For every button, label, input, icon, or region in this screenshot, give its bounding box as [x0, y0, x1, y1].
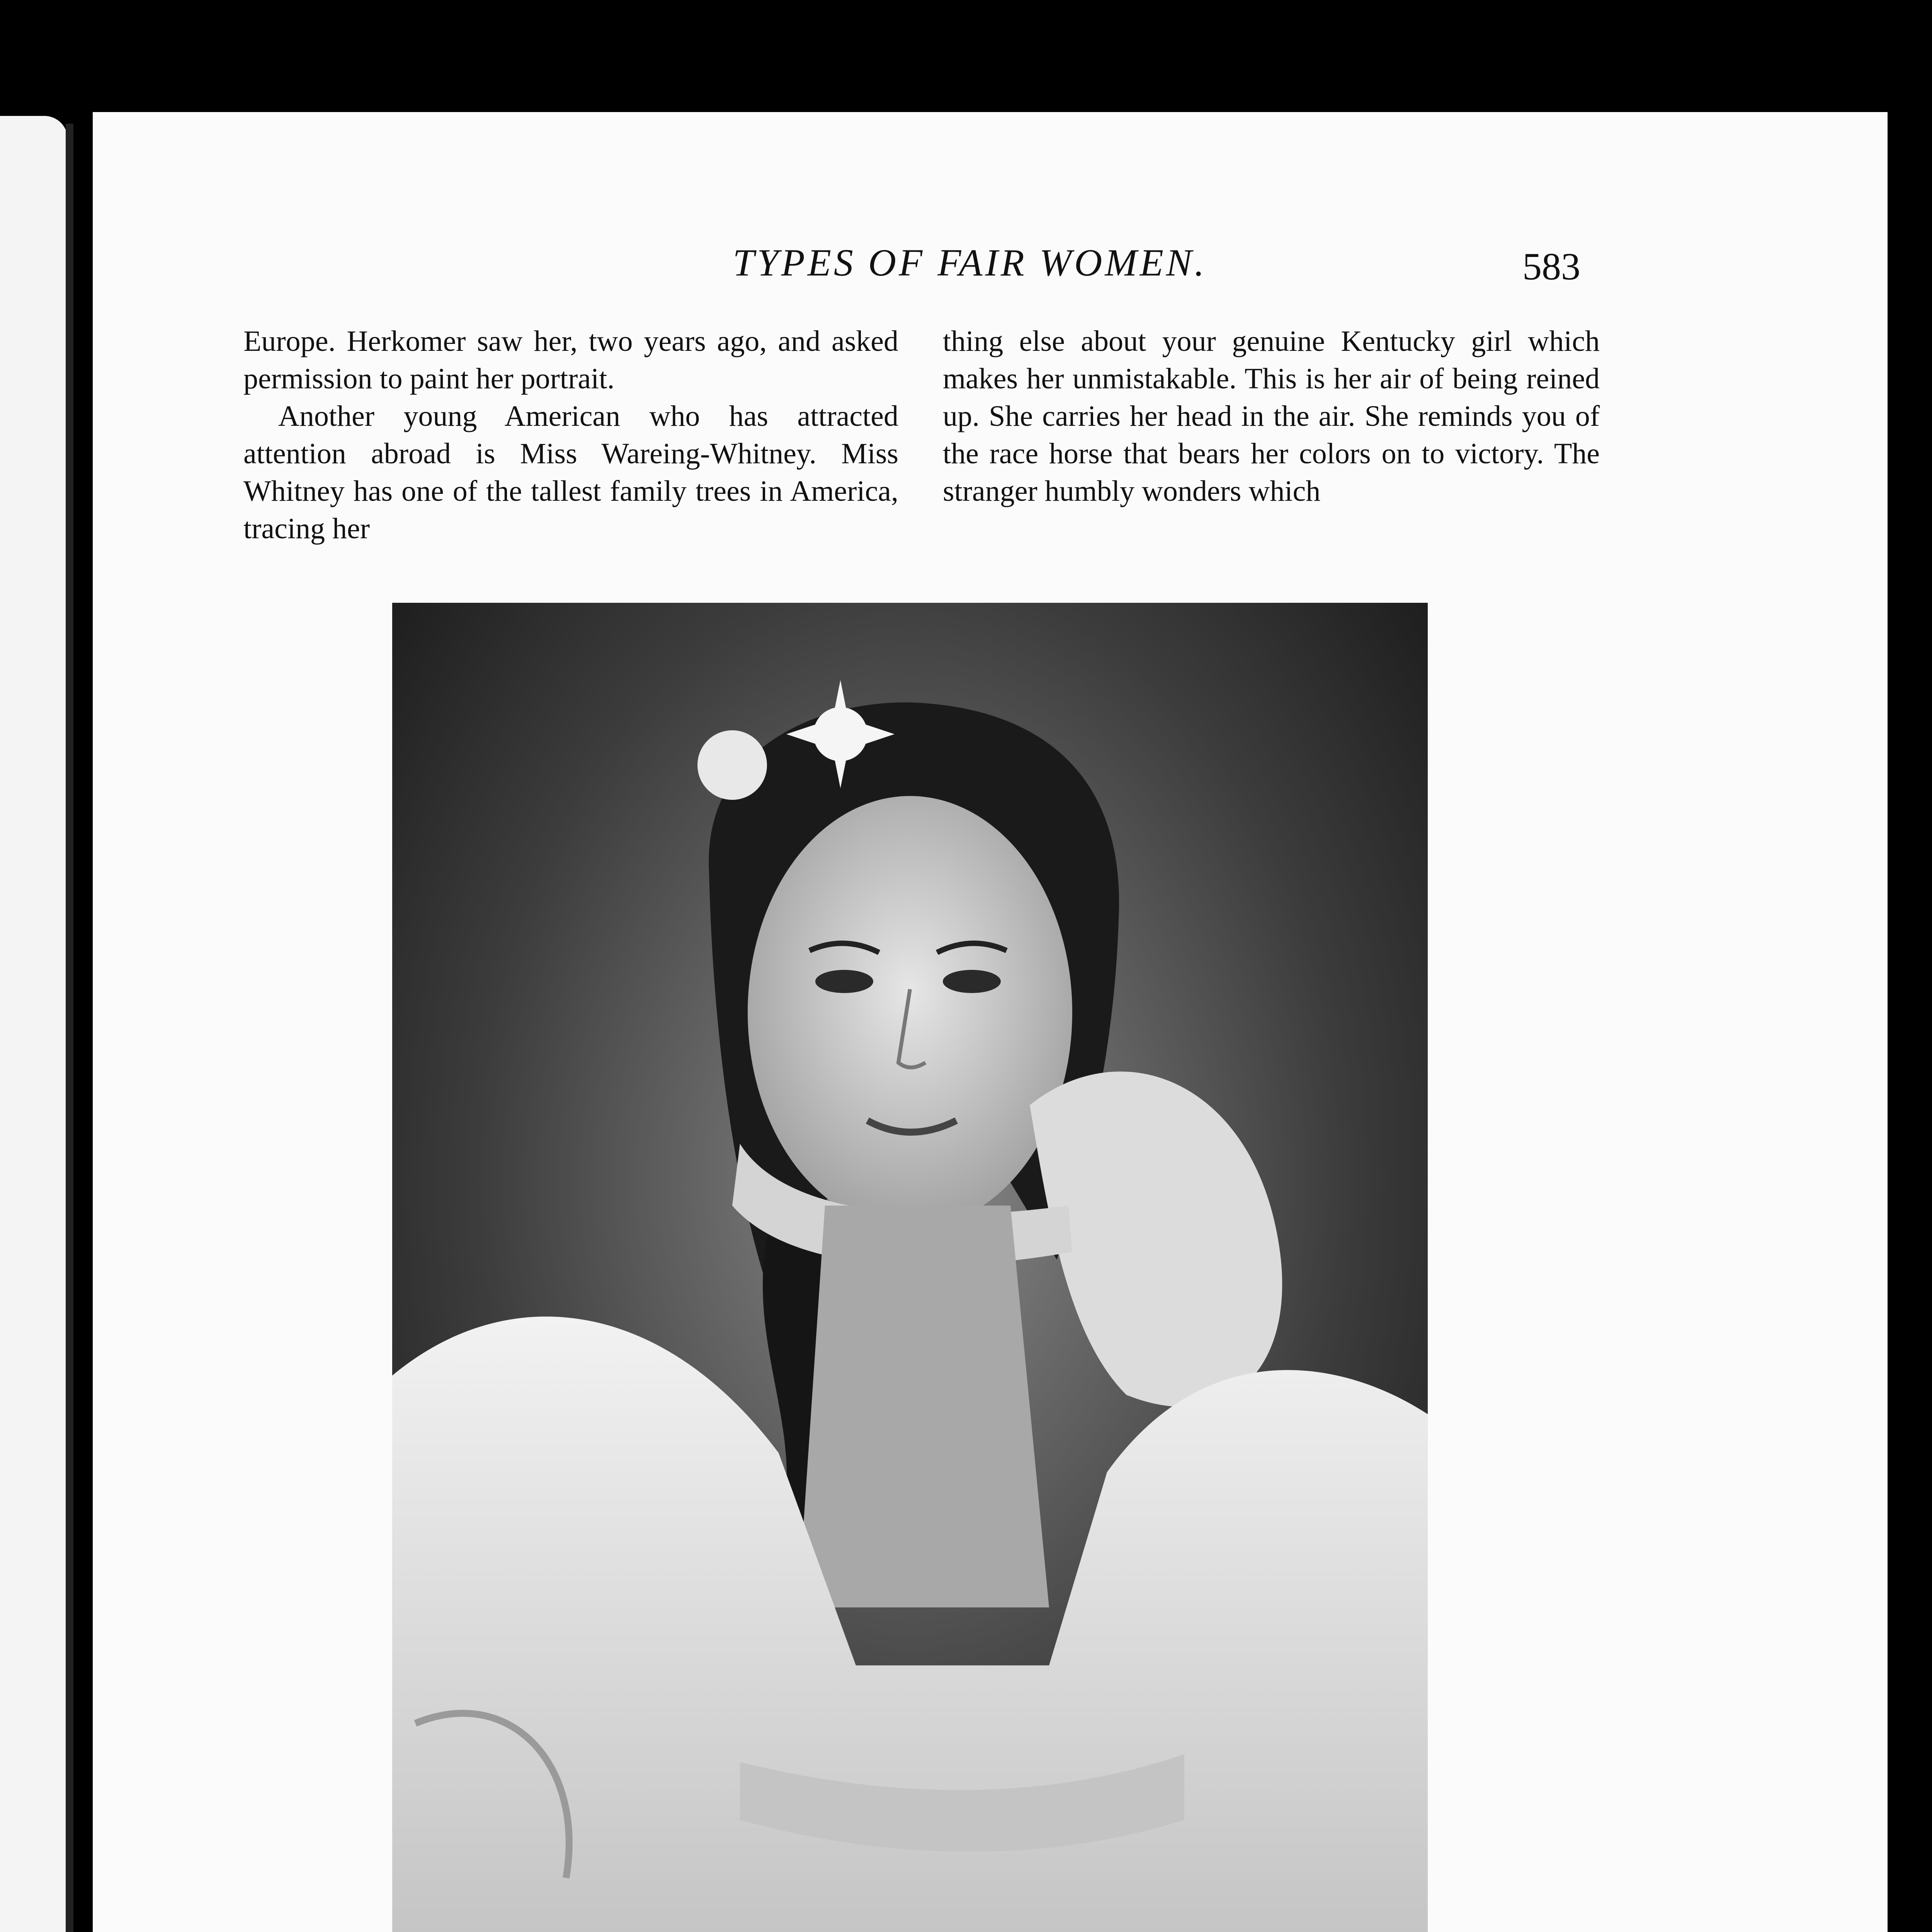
top-left-column: [243, 323, 898, 548]
paragraph: Europe. Herkomer saw her, two years ago, and asked permission to paint her portrait.: [243, 325, 898, 395]
paragraph: thing else about your genuine Kentucky girl which makes her unmistakable. This is her air of being reined up. She carries her head in the air. She reminds you of the race horse that bears her colors on to victory. The stranger humbly wonders which: [943, 325, 1600, 507]
portrait-illustration: [392, 603, 1428, 1932]
book-page: [93, 112, 1888, 1932]
top-right-column: [943, 323, 1600, 510]
facing-page-edge: [0, 116, 68, 1932]
page-number: 583: [1522, 245, 1580, 288]
running-title: TYPES OF FAIR WOMEN.: [733, 241, 1207, 284]
paragraph: Another young American who has attracted attention abroad is Miss Wareing-Whitney. Miss Whitney has one of the tallest family trees in America, tracing her: [243, 400, 898, 545]
book-gutter: [66, 124, 73, 1932]
portrait-photo: [392, 603, 1428, 1932]
